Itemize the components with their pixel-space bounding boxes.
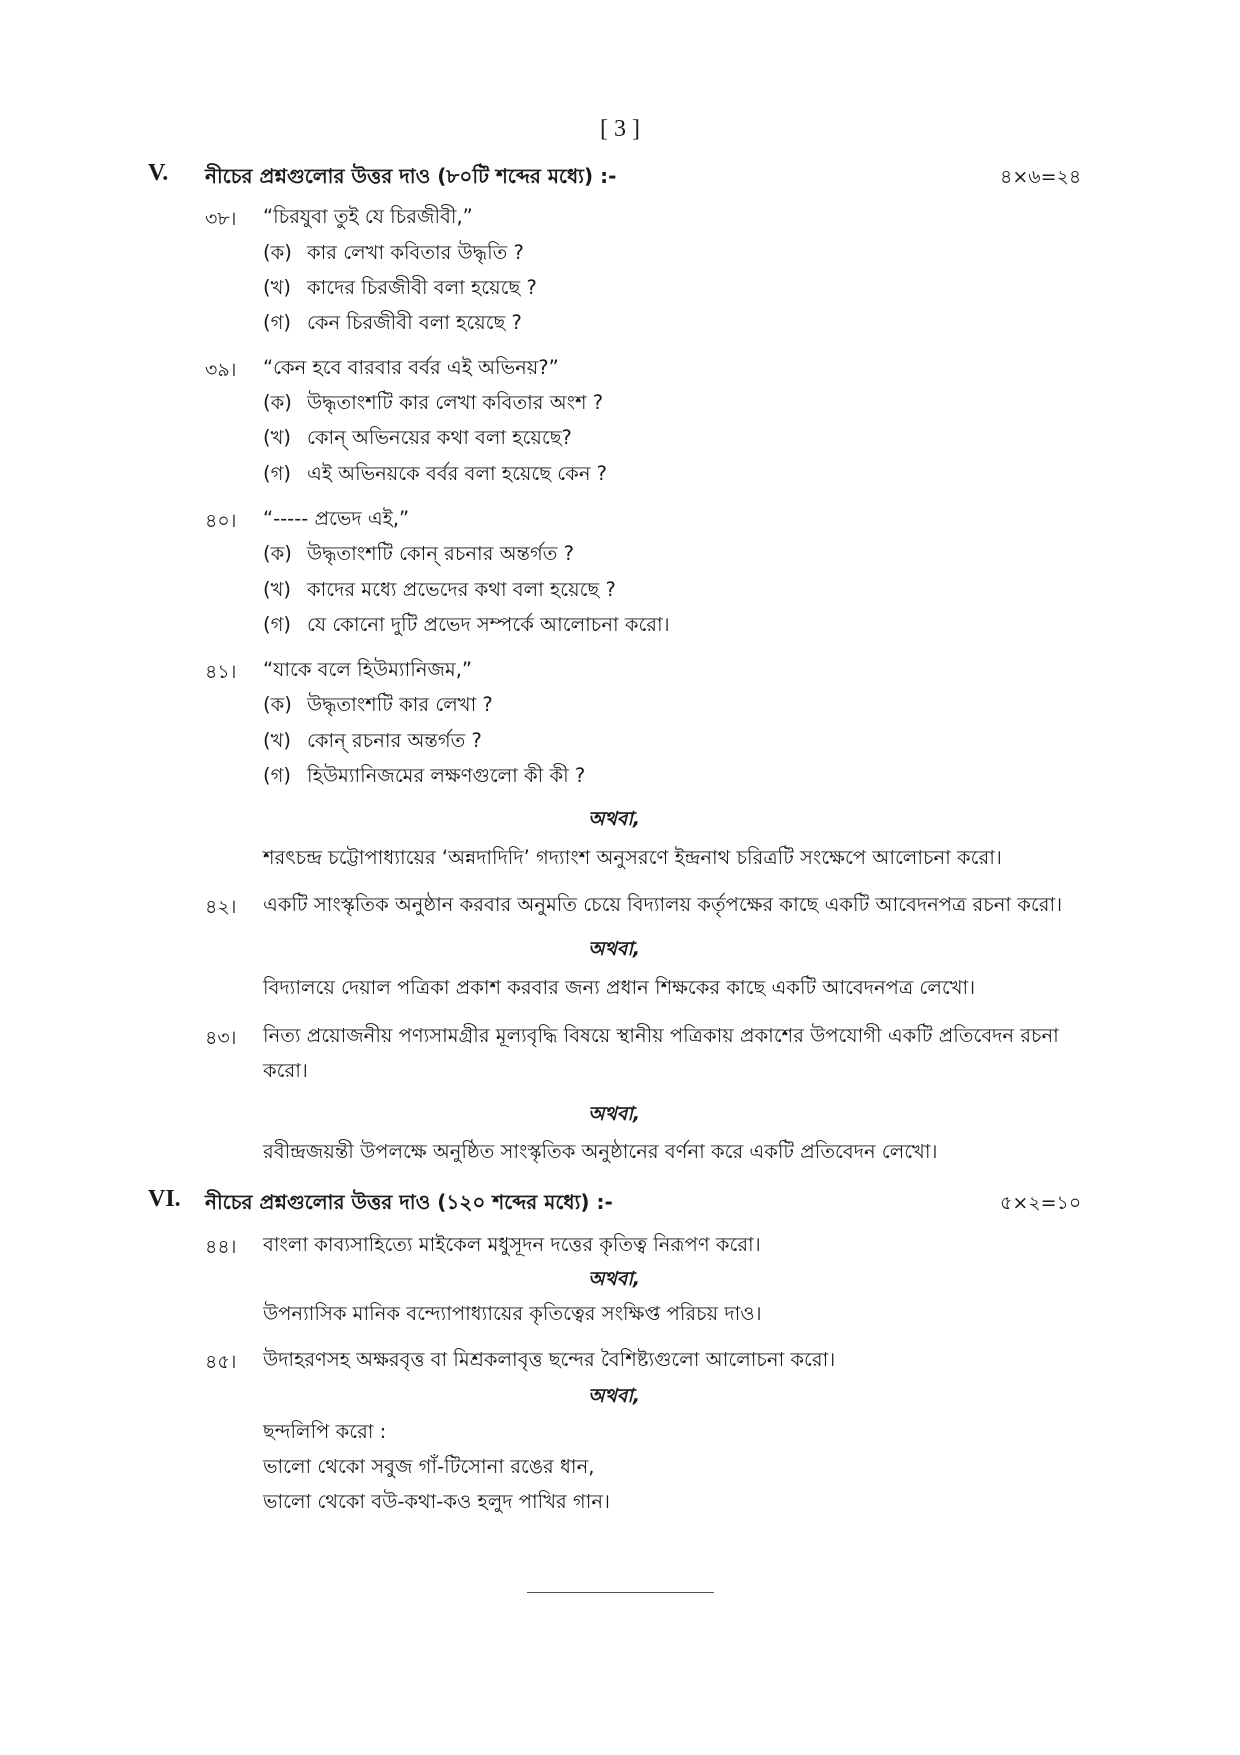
q44-or-label: অথবা, (588, 1268, 641, 1290)
section-v-number: V. (148, 160, 169, 186)
sub-label: (ক) (263, 391, 292, 414)
section-v-heading: নীচের প্রশ্নগুলোর উত্তর দাও (৮০টি শব্দের মধ্যে) :- (205, 164, 617, 188)
sub-text: কোন্ রচনার অন্তর্গত ? (307, 729, 482, 752)
q39-number: ৩৯। (205, 359, 237, 381)
q43-text-line2: করো। (263, 1059, 308, 1082)
q41-or-label: অথবা, (588, 808, 641, 830)
sub-text: এই অভিনয়কে বর্বর বলা হয়েছে কেন ? (307, 462, 608, 485)
sub-label: (খ) (263, 729, 292, 752)
q40-sub-kha (263, 576, 616, 608)
q44-alternative: উপন্যাসিক মানিক বন্দ্যোপাধ্যায়ের কৃতিত্বের সংক্ষিপ্ত পরিচয় দাও। (263, 1302, 762, 1325)
sub-text: কোন্ অভিনয়ের কথা বলা হয়েছে? (307, 426, 572, 449)
q44-number: ৪৪। (205, 1236, 237, 1258)
q45-text: উদাহরণসহ অক্ষরবৃত্ত বা মিশ্রকলাবৃত্ত ছন্দের বৈশিষ্ট্যগুলো আলোচনা করো। (263, 1348, 836, 1371)
sub-label: (ক) (263, 241, 292, 264)
q39-sub-ka (263, 389, 603, 421)
q43-or-label: অথবা, (588, 1103, 641, 1125)
section-vi-heading: নীচের প্রশ্নগুলোর উত্তর দাও (১২০ শব্দের মধ্যে) :- (205, 1190, 613, 1214)
q40-sub-ga (263, 611, 670, 643)
q43-number: ৪৩। (205, 1027, 237, 1049)
end-divider (527, 1592, 714, 1593)
q41-sub-ga (263, 762, 585, 794)
sub-label: (গ) (263, 764, 291, 787)
q39-sub-kha (263, 424, 572, 456)
sub-label: (খ) (263, 276, 292, 299)
q38-sub-ga (263, 309, 522, 341)
section-vi-marks: ৫×২=১০ (1000, 1192, 1082, 1214)
q45-or-label: অথবা, (588, 1385, 641, 1407)
q45-alt-verse-line1: ভালো থেকো সবুজ গাঁ-টিসোনা রঙের ধান, (263, 1455, 595, 1478)
sub-text: উদ্ধৃতাংশটি কার লেখা কবিতার অংশ ? (307, 391, 604, 414)
q45-number: ৪৫। (205, 1351, 237, 1373)
sub-text: কেন চিরজীবী বলা হয়েছে ? (307, 311, 522, 334)
sub-text: কাদের মধ্যে প্রভেদের কথা বলা হয়েছে ? (307, 578, 616, 601)
q41-alternative: শরৎচন্দ্র চট্টোপাধ্যায়ের ‘অন্নদাদিদি’ গদ্যাংশ অনুসরণে ইন্দ্রনাথ চরিত্রটি সংক্ষেপে আলোচনা করো। (263, 846, 1002, 869)
sub-label: (ক) (263, 542, 292, 565)
q40-number: ৪০। (205, 510, 237, 532)
sub-label: (খ) (263, 578, 292, 601)
q41-number: ৪১। (205, 661, 237, 683)
q41-sub-kha (263, 727, 482, 759)
q43-text-line1: নিত্য প্রয়োজনীয় পণ্যসামগ্রীর মূল্যবৃদ্ধি বিষয়ে স্থানীয় পত্রিকায় প্রকাশের উপযোগী একটি প্রতিবেদন রচনা (263, 1024, 1059, 1047)
q42-text: একটি সাংস্কৃতিক অনুষ্ঠান করবার অনুমতি চেয়ে বিদ্যালয় কর্তৃপক্ষের কাছে একটি আবেদনপত্র রচনা করো। (263, 893, 1063, 916)
section-v-marks: ৪×৬=২৪ (1000, 166, 1082, 188)
q39-sub-ga (263, 460, 607, 492)
q38-quote: “চিরযুবা তুই যে চিরজীবী,” (263, 205, 473, 228)
q42-number: ৪২। (205, 896, 237, 918)
sub-text: উদ্ধৃতাংশটি কোন্ রচনার অন্তর্গত ? (307, 542, 574, 565)
sub-label: (ক) (263, 693, 292, 716)
q38-sub-ka (263, 239, 524, 271)
q45-alt-intro: ছন্দলিপি করো : (263, 1420, 387, 1443)
sub-text: কাদের চিরজীবী বলা হয়েছে ? (307, 276, 537, 299)
q41-quote: “যাকে বলে হিউম্যানিজম,” (263, 658, 473, 681)
q44-text: বাংলা কাব্যসাহিত্যে মাইকেল মধুসূদন দত্তের কৃতিত্ব নিরূপণ করো। (263, 1233, 761, 1256)
q40-quote: “----- প্রভেদ এই,” (263, 507, 410, 530)
sub-text: কার লেখা কবিতার উদ্ধৃতি ? (307, 241, 524, 264)
sub-label: (গ) (263, 462, 291, 485)
q45-alt-verse-line2: ভালো থেকো বউ-কথা-কও হলুদ পাখির গান। (263, 1490, 610, 1513)
q40-sub-ka (263, 540, 574, 572)
q43-alternative: রবীন্দ্রজয়ন্তী উপলক্ষে অনুষ্ঠিত সাংস্কৃতিক অনুষ্ঠানের বর্ণনা করে একটি প্রতিবেদন লেখো। (263, 1140, 938, 1163)
sub-label: (গ) (263, 613, 291, 636)
sub-label: (গ) (263, 311, 291, 334)
sub-text: উদ্ধৃতাংশটি কার লেখা ? (307, 693, 493, 716)
page-number: [ 3 ] (600, 116, 640, 142)
sub-text: যে কোনো দুটি প্রভেদ সম্পর্কে আলোচনা করো। (307, 613, 670, 636)
q39-quote: “কেন হবে বারবার বর্বর এই অভিনয়?” (263, 356, 559, 379)
sub-label: (খ) (263, 426, 292, 449)
q42-or-label: অথবা, (588, 938, 641, 960)
q41-sub-ka (263, 691, 493, 723)
section-vi-number: VI. (148, 1186, 181, 1212)
q38-sub-kha (263, 274, 537, 306)
q42-alternative: বিদ্যালয়ে দেয়াল পত্রিকা প্রকাশ করবার জন্য প্রধান শিক্ষকের কাছে একটি আবেদনপত্র লেখো। (263, 976, 976, 999)
sub-text: হিউম্যানিজমের লক্ষণগুলো কী কী ? (307, 764, 586, 787)
q38-number: ৩৮। (205, 208, 237, 230)
